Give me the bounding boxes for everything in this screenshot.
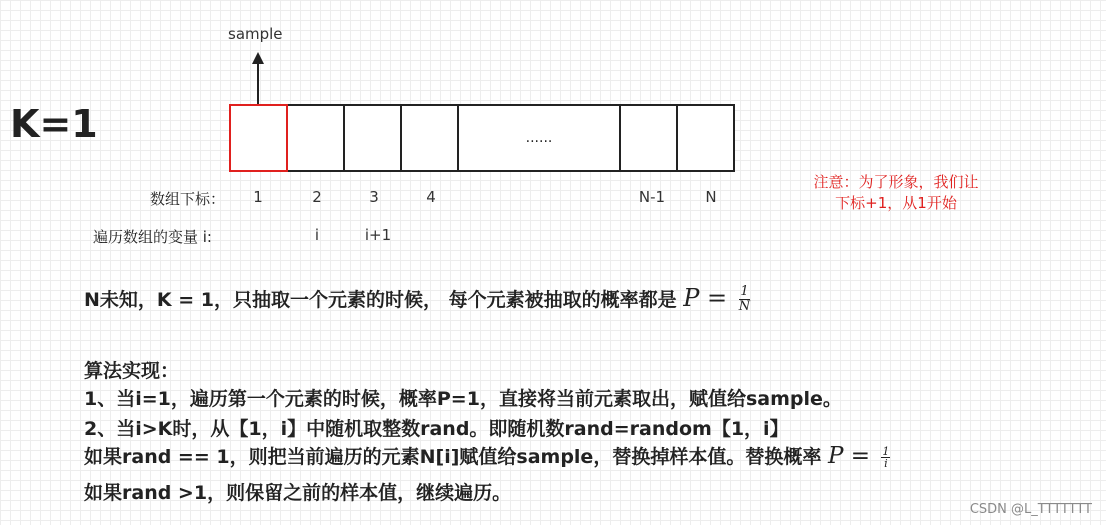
algorithm-title: 算法实现： <box>84 360 180 382</box>
var-i: i <box>314 226 320 244</box>
statement-text: N未知，K = 1，只抽取一个元素的时候， 每个元素被抽取的概率都是 <box>84 289 677 311</box>
algorithm-step-1: 1、当i=1，遍历第一个元素的时候，概率P=1，直接将当前元素取出，赋值给sample。 <box>84 388 842 410</box>
var-row-label: 遍历数组的变量 i: <box>93 228 212 246</box>
array-cell-n <box>676 104 735 172</box>
replace-formula-denominator: i <box>884 456 888 470</box>
sample-arrow <box>248 52 268 106</box>
index-n-minus-1: N-1 <box>638 188 666 206</box>
var-i-plus-1: i+1 <box>364 226 392 244</box>
replace-formula-lhs: P = <box>827 443 871 469</box>
note-line-2: 下标+1，从1开始 <box>835 194 957 212</box>
sample-label: sample <box>228 25 283 43</box>
array-cell-4 <box>400 104 459 172</box>
index-1: 1 <box>253 188 263 206</box>
watermark: CSDN @L_TTTTTTT <box>969 502 1092 517</box>
array-cell-3 <box>343 104 402 172</box>
formula-denominator: N <box>738 299 751 314</box>
index-4: 4 <box>426 188 436 206</box>
array-cell-1 <box>229 104 288 172</box>
k-label: K=1 <box>10 102 98 146</box>
algorithm-step-3-text: 如果rand == 1，则把当前遍历的元素N[i]赋值给sample，替换掉样本值。替换概率 <box>84 446 822 468</box>
index-3: 3 <box>369 188 379 206</box>
algorithm-step-4: 如果rand >1，则保留之前的样本值，继续遍历。 <box>84 482 512 504</box>
algorithm-step-2: 2、当i>K时，从【1，i】中随机取整数rand。即随机数rand=random【1，i】 <box>84 418 789 440</box>
note-line-1: 注意：为了形象，我们让 <box>813 173 979 191</box>
index-2: 2 <box>312 188 322 206</box>
algorithm-step-3 <box>84 442 890 469</box>
formula-lhs: P = <box>683 284 728 312</box>
array-cell-n-minus-1 <box>619 104 678 172</box>
formula-fraction <box>739 285 750 314</box>
probability-statement <box>84 284 750 314</box>
note-text <box>778 172 1014 214</box>
replace-formula-fraction <box>881 446 890 469</box>
array-cell-2 <box>286 104 345 172</box>
array-row <box>229 104 735 172</box>
replace-formula-numerator: 1 <box>882 444 890 458</box>
array-cell-ellipsis: ...... <box>457 104 621 172</box>
probability-formula <box>683 284 750 312</box>
index-n: N <box>705 188 717 206</box>
index-row-label: 数组下标： <box>150 190 226 208</box>
replace-probability-formula <box>828 443 890 469</box>
formula-numerator: 1 <box>740 284 749 299</box>
